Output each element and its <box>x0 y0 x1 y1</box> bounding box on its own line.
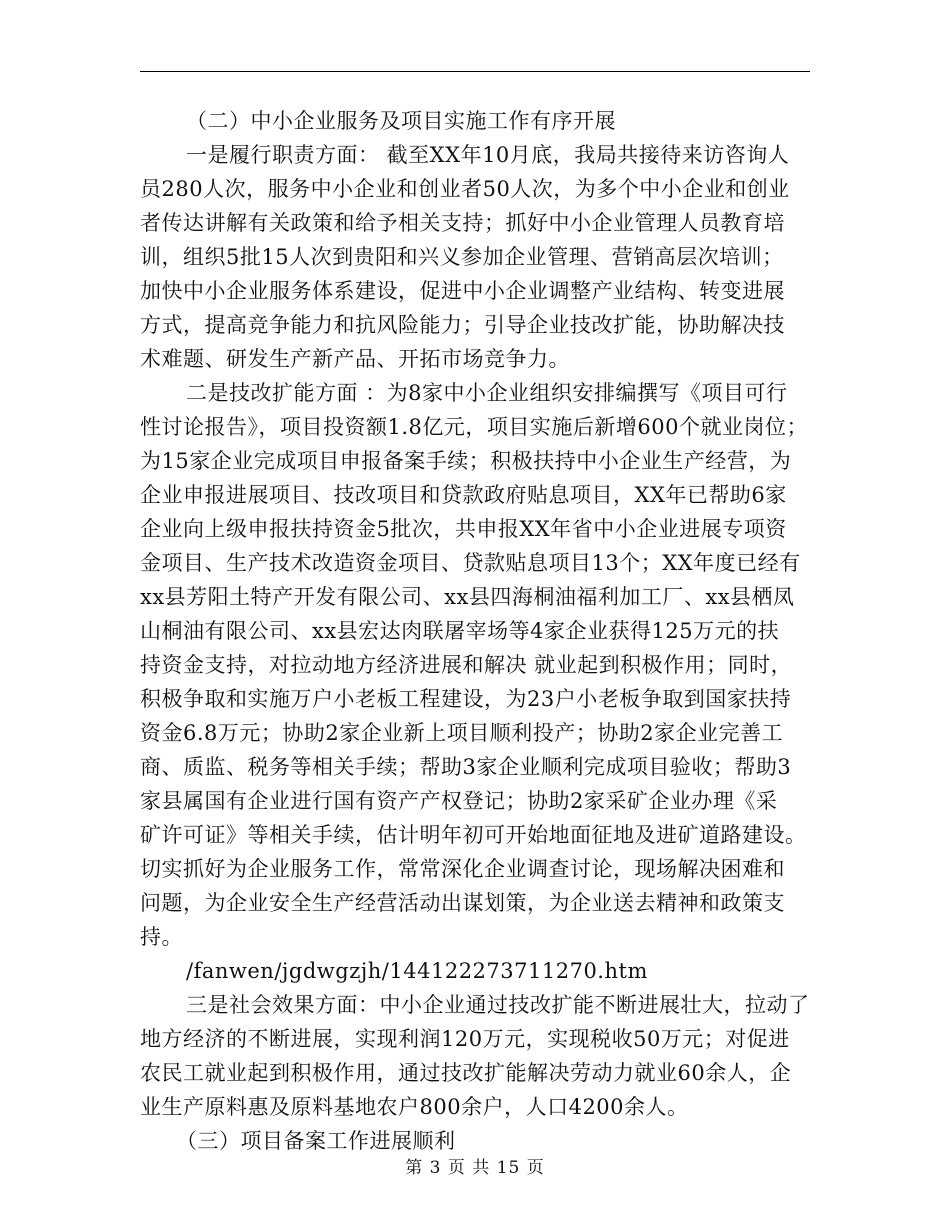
paragraph-line: 方式，提高竞争能力和抗风险能力；引导企业技改扩能，协助解决技 <box>140 313 785 337</box>
paragraph-line: xx县芳阳土特产开发有限公司、xx县四海桐油福利加工厂、xx县栖凤 <box>140 585 795 609</box>
paragraph-line: 性讨论报告》，项目投资额1.8亿元，项目实施后新增600个就业岗位； <box>140 415 808 439</box>
paragraph-line: 业生产原料惠及原料基地农户800余户，人口4200余人。 <box>140 1095 689 1119</box>
paragraph-line: 金项目、生产技术改造资金项目、贷款贴息项目13个；XX年度已经有 <box>140 551 801 575</box>
paragraph-line: 术难题、研发生产新产品、开拓市场竞争力。 <box>140 347 570 371</box>
paragraph-line: 问题，为企业安全生产经营活动出谋划策，为企业送去精神和政策支 <box>140 891 785 915</box>
paragraph-line: 矿许可证》等相关手续，估计明年初可开始地面征地及进矿道路建设。 <box>140 823 807 847</box>
url-line: /fanwen/jgdwgzjh/144122273711270.htm <box>186 959 648 983</box>
document-body <box>140 104 810 1158</box>
paragraph-line: 家县属国有企业进行国有资产产权登记；协助2家采矿企业办理《采 <box>140 789 778 813</box>
paragraph-line: 企业申报进展项目、技改项目和贷款政府贴息项目，XX年已帮助6家 <box>140 483 787 507</box>
section-heading: （二）中小企业服务及项目实施工作有序开展 <box>186 109 616 133</box>
paragraph-line: 农民工就业起到积极作用，通过技改扩能解决劳动力就业60余人，企 <box>140 1061 792 1085</box>
paragraph-line: 切实抓好为企业服务工作，常常深化企业调查讨论，现场解决困难和 <box>140 857 785 881</box>
paragraph-line: 企业向上级申报扶持资金5批次，共申报XX年省中小企业进展专项资 <box>140 517 787 541</box>
paragraph-line: 为15家企业完成项目申报备案手续；积极扶持中小企业生产经营，为 <box>140 449 792 473</box>
paragraph-line: 训，组织5批15人次到贵阳和兴义参加企业管理、营销高层次培训； <box>140 245 784 269</box>
paragraph-line: 山桐油有限公司、xx县宏达肉联屠宰场等4家企业获得125万元的扶 <box>140 619 780 643</box>
paragraph-line: 加快中小企业服务体系建设，促进中小企业调整产业结构、转变进展 <box>140 279 785 303</box>
paragraph-line: 者传达讲解有关政策和给予相关支持；抓好中小企业管理人员教育培 <box>140 211 785 235</box>
header-rule <box>140 71 810 72</box>
paragraph-line: 员280人次，服务中小企业和创业者50人次，为多个中小企业和创业 <box>140 177 790 201</box>
page-number: 第 3 页 共 15 页 <box>405 1158 545 1178</box>
section-heading: （三）项目备案工作进展顺利 <box>176 1129 456 1153</box>
paragraph-line: 商、质监、税务等相关手续；帮助3家企业顺利完成项目验收；帮助3 <box>140 755 792 779</box>
paragraph-line: 持。 <box>140 925 183 949</box>
paragraph-line: 二是技改扩能方面 ：为8家中小企业组织安排编撰写《项目可行 <box>186 381 788 405</box>
paragraph-line: 地方经济的不断进展，实现利润120万元，实现税收50万元；对促进 <box>140 1027 790 1051</box>
paragraph-line: 资金6.8万元；协助2家企业新上项目顺利投产；协助2家企业完善工 <box>140 721 784 745</box>
paragraph-line: 三是社会效果方面：中小企业通过技改扩能不断进展壮大，拉动了 <box>186 993 810 1017</box>
paragraph-line: 一是履行职责方面： 截至XX年10月底，我局共接待来访咨询人 <box>186 143 790 167</box>
paragraph-line: 积极争取和实施万户小老板工程建设，为23户小老板争取到国家扶持 <box>140 687 792 711</box>
paragraph-line: 持资金支持，对拉动地方经济进展和解决 就业起到积极作用；同时， <box>140 653 793 677</box>
